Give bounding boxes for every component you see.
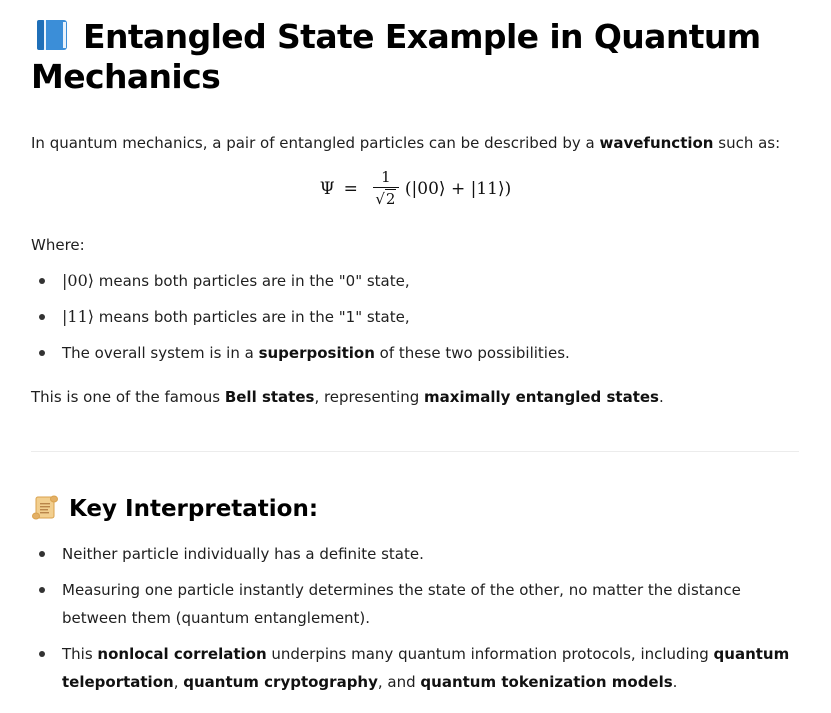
summary-text: , representing xyxy=(314,388,425,406)
list-item xyxy=(31,267,791,295)
bold-superposition: superposition xyxy=(258,344,375,362)
state-list xyxy=(31,267,791,375)
wavefunction-formula xyxy=(0,168,831,209)
list-item-text: Measuring one particle instantly determines the state of the other, no matter the distance between them (quantum entanglement). xyxy=(62,581,741,627)
summary-paragraph xyxy=(31,386,664,408)
formula-equals: = xyxy=(343,178,358,199)
intro-bold-wavefunction: wavefunction xyxy=(599,134,714,152)
list-item-text: of these two possibilities. xyxy=(374,344,570,362)
formula-fraction xyxy=(373,168,399,209)
sqrt-argument: 2 xyxy=(385,190,396,208)
formula-lhs: Ψ xyxy=(319,178,335,199)
intro-text-after: such as: xyxy=(713,134,781,152)
list-item xyxy=(31,576,801,632)
ket-11: |11⟩ xyxy=(62,307,94,326)
page-title-text: Entangled State Example in Quantum Mechanics xyxy=(31,17,761,96)
summary-text: This is one of the famous xyxy=(31,388,225,406)
list-item-text: , and xyxy=(377,673,421,691)
fraction-bar xyxy=(373,187,399,188)
where-label: Where: xyxy=(31,236,85,254)
section-divider xyxy=(31,451,799,452)
ket-00: |00⟩ xyxy=(62,271,94,290)
sqrt-symbol: √ xyxy=(375,190,385,208)
list-item-text: Neither particle individually has a definite state. xyxy=(62,545,424,563)
bold-maximally-entangled: maximally entangled states xyxy=(424,388,659,406)
intro-text-before: In quantum mechanics, a pair of entangled particles can be described by a xyxy=(31,134,600,152)
bold-quantum-tokenization: quantum tokenization models xyxy=(420,673,673,691)
list-item-text: means both particles are in the "1" state, xyxy=(94,308,410,326)
intro-paragraph xyxy=(31,132,780,154)
book-icon xyxy=(35,18,69,52)
section-heading xyxy=(31,492,318,526)
list-item xyxy=(31,540,801,568)
list-item-text: This xyxy=(62,645,98,663)
list-item xyxy=(31,640,801,696)
list-item-text: means both particles are in the "0" state, xyxy=(94,272,410,290)
page-title xyxy=(31,0,799,97)
formula-rhs: (|00⟩ + |11⟩) xyxy=(404,178,512,199)
bold-quantum-cryptography: quantum cryptography xyxy=(183,673,378,691)
list-item xyxy=(31,339,791,367)
list-item-text: The overall system is in a xyxy=(62,344,259,362)
list-item-text: , xyxy=(173,673,184,691)
list-item-text: underpins many quantum information protocols, including xyxy=(266,645,714,663)
summary-text: . xyxy=(658,388,664,406)
formula-denominator xyxy=(375,189,396,209)
list-item xyxy=(31,303,791,331)
bold-bell-states: Bell states xyxy=(224,388,315,406)
scroll-icon xyxy=(31,494,59,522)
bold-quantum-teleportation: quantum teleportation xyxy=(62,645,790,691)
list-item-text: . xyxy=(672,673,678,691)
formula-numerator: 1 xyxy=(381,168,391,186)
section-heading-text: Key Interpretation: xyxy=(69,496,319,522)
bold-nonlocal-correlation: nonlocal correlation xyxy=(97,645,267,663)
interpretation-list xyxy=(31,540,801,704)
